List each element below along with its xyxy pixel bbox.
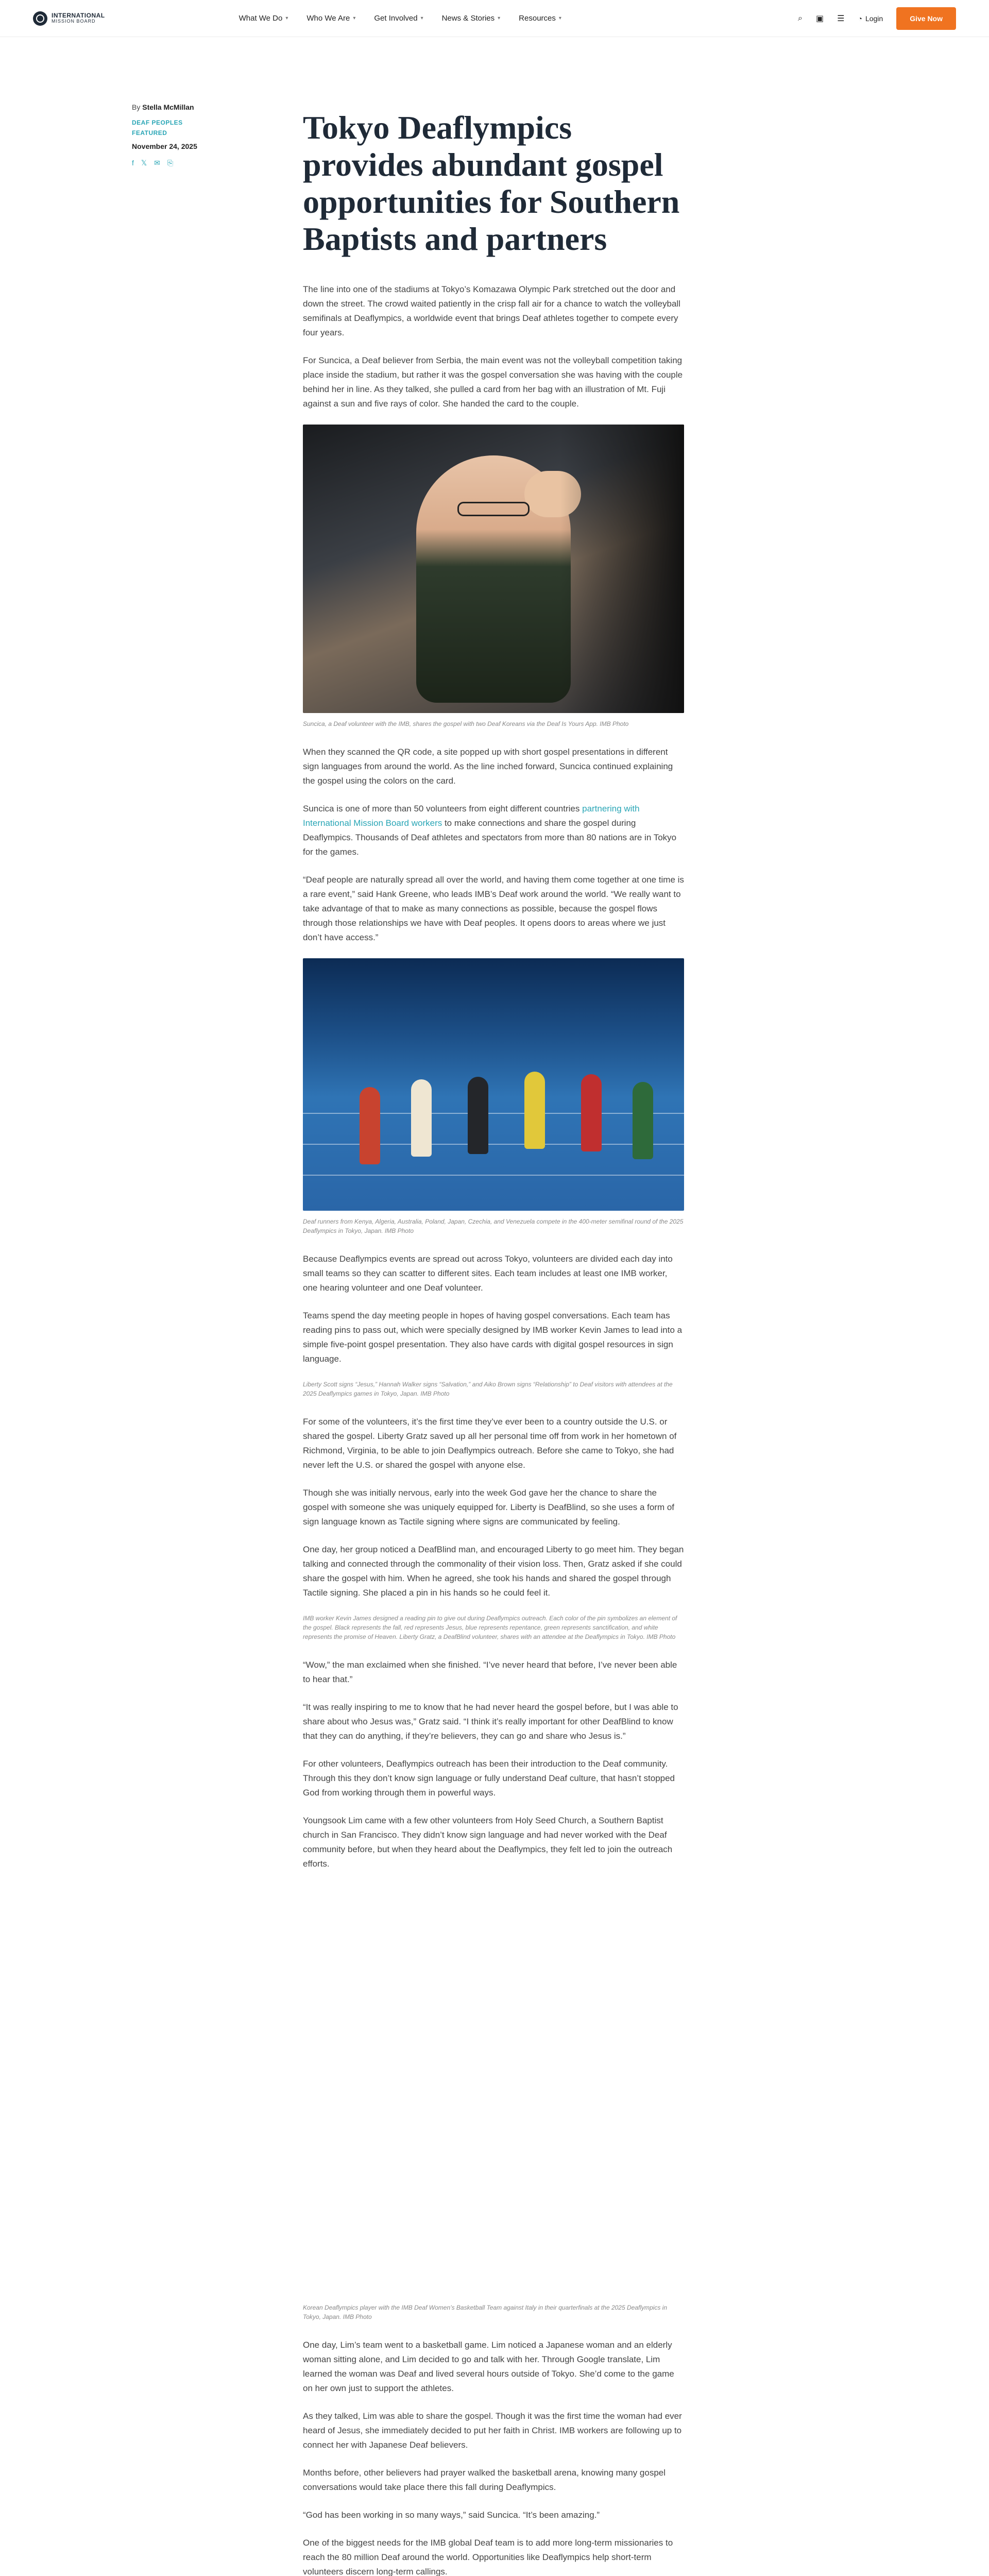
login-link[interactable]: ◔ Login: [858, 14, 883, 23]
paragraph: As they talked, Lim was able to share the gospel. Though it was the first time the woman had ever heard of Jesus, she immediately decided to put her faith in Christ. IMB workers are following up to connect her with Japanese Deaf believers.: [303, 2411, 682, 2450]
logo[interactable]: [33, 11, 105, 26]
photo-shadow: [560, 425, 684, 713]
paragraph: For other volunteers, Deaflympics outreach has been their introduction to the Deaf community. Through this they don’t know sign language or fully understand Deaf culture, that hasn’t stopped God from working through them in powerful ways.: [303, 1759, 675, 1798]
author-name[interactable]: Stella McMillan: [142, 103, 194, 111]
paragraph: One day, Lim’s team went to a basketball game. Lim noticed a Japanese woman and an elderly woman sitting alone, and Lim decided to go and talk with her. Through Google translate, Lim learned the woman was Deaf and lived several hours outside of Tokyo. She’d come to the game on her own just to support the athletes.: [303, 2340, 674, 2393]
globe-logo-icon: [33, 11, 47, 26]
search-icon[interactable]: ⌕: [798, 13, 803, 23]
paragraph: For Suncica, a Deaf believer from Serbia, the main event was not the volleyball competition taking place inside the stadium, but rather it was the gospel conversation she was having with the couple behind her in line. As they talked, she pulled a card from her bag with an illustration of Mt. Fuji against a sun and five rays of color. She handed the card to the couple.: [303, 355, 683, 409]
photo-caption: IMB worker Kevin James designed a reading pin to give out during Deaflympics outreach. Each color of the pin symbolizes an element of the gospel. Black represents the fall, red represents Jesus, blue represents repentance, green represents sanctification, and white represents the promise of Heaven. Liberty Gratz, a DeafBlind volunteer, shares with an attendee at the Deaflympics in Tokyo. IMB Photo: [303, 1615, 677, 1640]
article-meta: [132, 103, 255, 167]
paragraph: “It was really inspiring to me to know that he had never heard the gospel before, but I was able to share about who Jesus was,” Gratz said. “I think it’s really important for other DeafBlind to know that they can do anything, if they’re believers, they can go and share who Jesus is.”: [303, 1702, 678, 1741]
byline: By Stella McMillan: [132, 103, 194, 111]
photo-caption: Deaf runners from Kenya, Algeria, Australia, Poland, Japan, Czechia, and Venezuela compete in the 400-meter semifinal round of the 2025 Deaflympics in Tokyo, Japan. IMB Photo: [303, 1218, 684, 1234]
nav-resources[interactable]: Resources ▾: [519, 14, 561, 23]
facebook-icon[interactable]: f: [132, 159, 134, 167]
paragraph: Suncica is one of more than 50 volunteers from eight different countries partnering with International Mission Board workers to make connections and share the gospel during Deaflympics. Thousands of Deaf athletes and spectators from more than 80 nations are in Tokyo for the games.: [303, 804, 677, 857]
chevron-down-icon: ▾: [498, 15, 501, 21]
paragraph: “Deaf people are naturally spread all over the world, and having them come together at one time is a rare event,” said Hank Greene, who leads IMB’s Deaf work around the world. “We really want to take advantage of that to make as many connections as possible, because the gospel flows through those relationships we have with Deaf peoples. It opens doors to areas where we just don’t have access.”: [303, 875, 684, 942]
runner: [360, 1087, 380, 1164]
tag-list: [132, 117, 255, 138]
logo-text: INTERNATIONAL MISSION BOARD: [52, 12, 105, 24]
paragraph: Teams spend the day meeting people in hopes of having gospel conversations. Each team has reading pins to pass out, which were specially designed by IMB worker Kevin James to lead into a simple five-point gospel presentation. They also have cards with digital gospel resources in sign language.: [303, 1311, 683, 1364]
media-placeholder: [303, 1885, 684, 2297]
article: [0, 37, 989, 2576]
article-title: Tokyo Deaflympics provides abundant gospel opportunities for Southern Baptists and partners: [303, 109, 680, 257]
runner: [468, 1077, 488, 1154]
site-header: [0, 0, 989, 37]
photo-volunteer-sharing: [303, 425, 684, 713]
photo-caption: Liberty Scott signs “Jesus,” Hannah Walker signs “Salvation,” and Aiko Brown signs “Relationship” to Deaf visitors with attendees at the 2025 Deaflympics games in Tokyo, Japan. IMB Photo: [303, 1381, 673, 1397]
tag-link[interactable]: FEATURED: [132, 129, 167, 137]
give-now-button[interactable]: Give Now: [896, 7, 956, 30]
paragraph: Because Deaflympics events are spread out across Tokyo, volunteers are divided each day into small teams so they can scatter to different sites. Each team includes at least one IMB worker, one hearing volunteer and one Deaf volunteer.: [303, 1254, 673, 1293]
article-content: [303, 37, 684, 2576]
photo-caption: Suncica, a Deaf volunteer with the IMB, shares the gospel with two Deaf Koreans via the Deaf Is Yours App. IMB Photo: [303, 720, 629, 727]
nav-who-we-are[interactable]: Who We Are ▾: [306, 14, 356, 23]
copy-link-icon[interactable]: ⎘: [167, 159, 174, 167]
menu-icon[interactable]: ☰: [837, 14, 845, 23]
chevron-down-icon: ▾: [353, 15, 356, 21]
paragraph: Months before, other believers had prayer walked the basketball arena, knowing many gospel conversations would take place there this fall during Deaflympics.: [303, 2468, 666, 2492]
partnering-link[interactable]: partnering with International Mission Board workers: [303, 804, 640, 828]
photo-runners: [303, 958, 684, 1211]
cart-icon[interactable]: ▣: [816, 14, 824, 23]
paragraph: One day, her group noticed a DeafBlind man, and encouraged Liberty to go meet him. They began talking and connected through the commonality of their vision loss. Then, Gratz asked if she could share the gospel with him. When he agreed, she took his hands and shared the gospel through Tactile signing. She placed a pin in his hands so he could feel it.: [303, 1545, 684, 1598]
share-icons: [132, 159, 255, 167]
twitter-icon[interactable]: 𝕏: [141, 159, 147, 167]
nav-what-we-do[interactable]: What We Do ▾: [238, 14, 288, 23]
photo-glasses: [457, 502, 530, 516]
runner: [633, 1082, 653, 1159]
user-icon: ◔: [858, 14, 862, 23]
photo-caption: Korean Deaflympics player with the IMB Deaf Women’s Basketball Team against Italy in their quarterfinals at the 2025 Deaflympics in Tokyo, Japan. IMB Photo: [303, 2304, 668, 2320]
chevron-down-icon: ▾: [558, 15, 561, 21]
nav-news-stories[interactable]: News & Stories ▾: [441, 14, 501, 23]
runner: [411, 1079, 432, 1157]
publish-date: November 24, 2025: [132, 142, 197, 150]
chevron-down-icon: ▾: [285, 15, 288, 21]
track-lane: [303, 1175, 684, 1176]
main-nav: [239, 14, 561, 23]
email-icon[interactable]: ✉: [154, 159, 160, 167]
paragraph: For some of the volunteers, it’s the first time they’ve ever been to a country outside the U.S. or shared the gospel. Liberty Gratz saved up all her personal time off from work in her hometown of Richmond, Virginia, to be able to join Deaflympics outreach. Before she came to Tokyo, she had never left the U.S. or shared the gospel with anyone else.: [303, 1417, 677, 1470]
paragraph: When they scanned the QR code, a site popped up with short gospel presentations in different sign languages from around the world. As the line inched forward, Suncica continued explaining the gospel using the colors on the card.: [303, 747, 673, 786]
paragraph: Though she was initially nervous, early into the week God gave her the chance to share the gospel with someone she was uniquely equipped for. Liberty is DeafBlind, so she uses a form of sign language known as Tactile signing where signs are communicated by feeling.: [303, 1488, 675, 1527]
paragraph: “Wow,” the man exclaimed when she finished. “I’ve never heard that before, I’ve never been able to hear that.”: [303, 1660, 677, 1684]
tag-link[interactable]: DEAF PEOPLES: [132, 119, 183, 126]
runner: [581, 1074, 602, 1151]
nav-get-involved[interactable]: Get Involved ▾: [374, 14, 423, 23]
header-actions: [798, 7, 956, 30]
paragraph: “God has been working in so many ways,” said Suncica. “It’s been amazing.”: [303, 2510, 600, 2520]
runner: [524, 1072, 545, 1149]
paragraph: Youngsook Lim came with a few other volunteers from Holy Seed Church, a Southern Baptist church in San Francisco. They didn’t know sign language and had never worked with the Deaf community before, but when they heard about the Deaflympics, they felt led to join the outreach efforts.: [303, 1816, 673, 1869]
chevron-down-icon: ▾: [420, 15, 423, 21]
paragraph: One of the biggest needs for the IMB global Deaf team is to add more long-term missionaries to reach the 80 million Deaf around the world. Opportunities like Deaflympics help short-term volunteers discern long-term callings.: [303, 2538, 673, 2576]
paragraph: The line into one of the stadiums at Tokyo’s Komazawa Olympic Park stretched out the door and down the street. The crowd waited patiently in the crisp fall air for a chance to watch the volleyball semifinals at Deaflympics, a worldwide event that brings Deaf athletes together to compete every four years.: [303, 284, 680, 337]
